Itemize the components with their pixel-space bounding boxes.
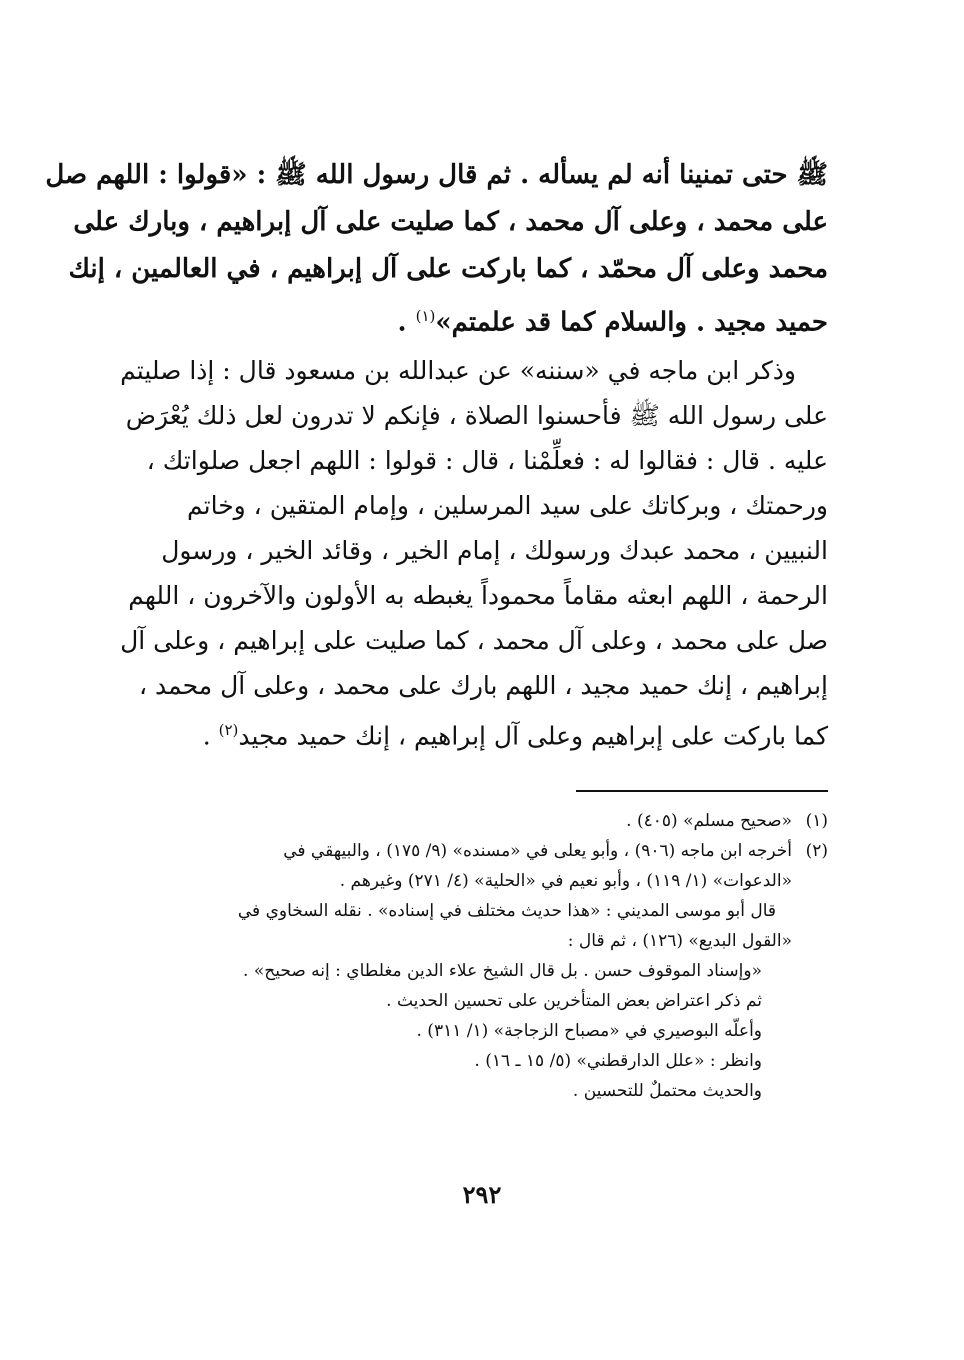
footnotes-section [136,806,828,1106]
text-line-last [136,708,828,758]
footnote-text-line: قال أبو موسى المديني : «هذا حديث مختلف في إسناده» . نقله السخاوي في [237,901,776,921]
text-line-content: كما باركت على إبراهيم وعلى آل إبراهيم ، إنك حميد مجيد [238,721,828,751]
text-line: ﷺ حتى تمنينا أنه لم يسأله . ثم قال رسول الله ﷺ : «قولوا : اللهم صل [45,160,828,190]
footnote-reference: (٢) [218,721,239,739]
footnote-text-line: وانظر : «علل الدارقطني» (٥/ ١٥ ـ ١٦) . [474,1051,762,1071]
text-line: على محمد ، وعلى آل محمد ، كما صليت على آل إبراهيم ، وبارك على [73,207,828,237]
body-paragraph [120,348,828,758]
text-line: على رسول الله ﷺ فأحسنوا الصلاة ، فإنكم لا تدرون لعل ذلك يُعْرَض [125,401,828,430]
footnote-text-line: وأعلّه البوصيري في «مصباح الزجاجة» (١/ ٣١١) . [416,1021,762,1041]
text-line: الرحمة ، اللهم ابعثه مقاماً محموداً يغبطه به الأولون والآخرون ، اللهم [128,581,828,610]
footnote-text: أخرجه ابن ماجه (٩٠٦) ، وأبو يعلى في «مسنده» (٩/ ١٧٥) ، والبيهقي في [283,841,792,861]
footnote-reference: (١) [415,307,436,325]
footnote-text-line: «الدعوات» (١/ ١١٩) ، وأبو نعيم في «الحلية» (٤/ ٢٧١) وغيرهم . [339,871,792,891]
text-line: محمد وعلى آل محمّد ، كما باركت على آل إبراهيم ، في العالمين ، إنك [68,254,828,284]
text-line: عليه . قال : فقالوا له : فعلِّمْنا ، قال : قولوا : اللهم اجعل صلواتك ، [146,446,828,475]
text-line-last [136,293,828,347]
hadith-text-paragraph [45,152,828,347]
footnote-quote-line: «وإسناد الموقوف حسن . بل قال الشيخ علاء الدين مغلطاي : إنه صحيح» . [243,961,762,981]
footnote-separator [576,790,828,792]
footnote-1 [136,806,828,836]
text-line: ورحمتك ، وبركاتك على سيد المرسلين ، وإمام المتقين ، وخاتم [187,491,828,520]
text-line: صل على محمد ، وعلى آل محمد ، كما صليت على إبراهيم ، وعلى آل [120,626,828,655]
footnote-text-line: «القول البديع» (١٢٦) ، ثم قال : [567,931,792,951]
sentence-end: . [397,307,416,338]
text-line-content: حميد مجيد . والسلام كما قد علمتم» [435,307,828,338]
footnote-number: (١) [805,811,828,831]
footnote-2 [136,836,828,866]
text-line: إبراهيم ، إنك حميد مجيد ، اللهم بارك على محمد ، وعلى آل محمد ، [139,671,828,700]
footnote-text-line: والحديث محتملٌ للتحسين . [572,1081,762,1101]
footnote-text-line: ثم ذكر اعتراض بعض المتأخرين على تحسين الحديث . [386,991,762,1011]
footnote-text: «صحيح مسلم» (٤٠٥) . [626,811,792,831]
page-number: ٢٩٢ [462,1180,502,1209]
footnote-number: (٢) [805,841,828,861]
text-line: وذكر ابن ماجه في «سننه» عن عبدالله بن مسعود قال : إذا صليتم [120,356,796,385]
text-line: النبيين ، محمد عبدك ورسولك ، إمام الخير ، وقائد الخير ، ورسول [161,536,828,565]
sentence-end: . [202,721,219,751]
